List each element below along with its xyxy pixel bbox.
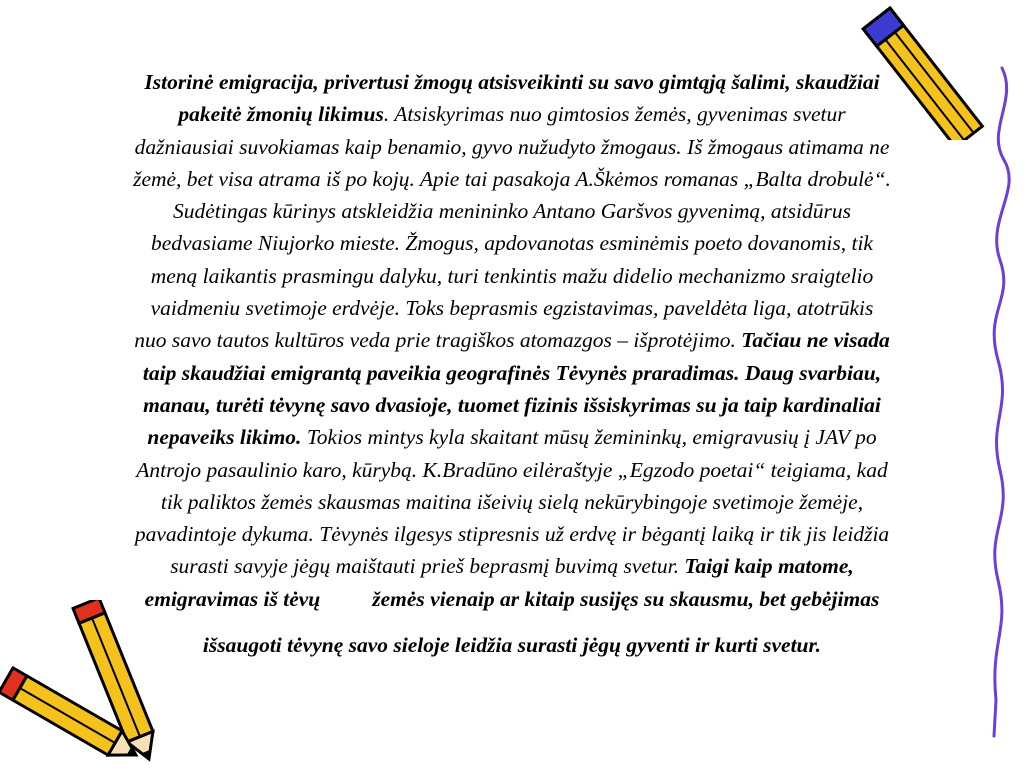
text-span: nuo savo tautos kultūros veda prie tragiškos atomazgos – išprotėjimo. bbox=[134, 328, 742, 353]
text-line bbox=[6, 324, 1018, 356]
text-line: Istorinė emigracija, privertusi žmogų atsisveikinti su savo gimtąją šalimi, skaudžiai bbox=[144, 70, 880, 94]
text-line: Sudėtingas kūrinys atskleidžia menininko Antano Garšvos gyvenimą, atsidūrus bbox=[173, 199, 851, 224]
text-line: vaidmeniu svetimoje erdvėje. Toks beprasmis egzistavimas, paveldėta liga, atotrūkis bbox=[150, 296, 874, 321]
bold-phrase: Taigi kaip matome, bbox=[684, 554, 854, 579]
text-line: išsaugoti tėvynę savo sieloje leidžia surasti jėgų gyventi ir kurti svetur. bbox=[202, 633, 822, 658]
text-line: bedvasiame Niujorko mieste. Žmogus, apdovanotas esminėmis poeto dovanomis, tik bbox=[151, 231, 873, 256]
bold-phrase: nepaveiks likimo. bbox=[147, 425, 302, 450]
text-line: manau, turėti tėvynę savo dvasioje, tuomet fizinis išsiskyrimas su ja taip kardinaliai bbox=[143, 392, 881, 417]
text-line: dažniausiai suvokiamas kaip benamio, gyvo nužudyto žmogaus. Iš žmogaus atimama ne bbox=[134, 134, 890, 159]
text-span: . Atsiskyrimas nuo gimtosios žemės, gyvenimas svetur bbox=[383, 102, 846, 127]
text-line bbox=[6, 550, 1018, 582]
text-line: tik paliktos žemės skausmas maitina išeivių sielą nekūrybingoje svetimoje žemėje, bbox=[160, 489, 864, 514]
bold-phrase: emigravimas iš tėvų bbox=[144, 586, 321, 611]
text-line: Antrojo pasaulinio karo, kūrybą. K.Bradūno eilėraštyje „Egzodo poetai“ teigiama, kad bbox=[136, 457, 888, 482]
text-line: žemė, bet visa atrama iš po kojų. Apie tai pasakoja A.Škėmos romanas „Balta drobulė“. bbox=[133, 166, 891, 191]
bold-phrase: žemės vienaip ar kitaip susijęs su skausmu, bet gebėjimas bbox=[372, 586, 880, 611]
text-line bbox=[6, 583, 1018, 615]
text-span: surasti savyje jėgų maištauti prieš beprasmį buvimą svetur. bbox=[170, 554, 685, 579]
text-line bbox=[6, 421, 1018, 453]
essay-paragraph bbox=[6, 66, 1018, 661]
text-line bbox=[6, 98, 1018, 130]
bold-phrase: pakeitė žmonių likimus bbox=[178, 102, 384, 127]
text-line: meną laikantis prasmingu dalyku, turi tenkintis mažu didelio mechanizmo sraigtelio bbox=[150, 263, 874, 288]
text-line: taip skaudžiai emigrantą paveikia geografinės Tėvynės praradimas. Daug svarbiau, bbox=[142, 360, 882, 385]
text-line: pavadintoje dykuma. Tėvynės ilgesys stipresnis už erdvę ir bėgantį laiką ir tik jis leidžia bbox=[134, 522, 890, 547]
text-span: Tokios mintys kyla skaitant mūsų žemininkų, emigravusių į JAV po bbox=[301, 425, 877, 450]
bold-phrase: Tačiau ne visada bbox=[741, 328, 890, 353]
